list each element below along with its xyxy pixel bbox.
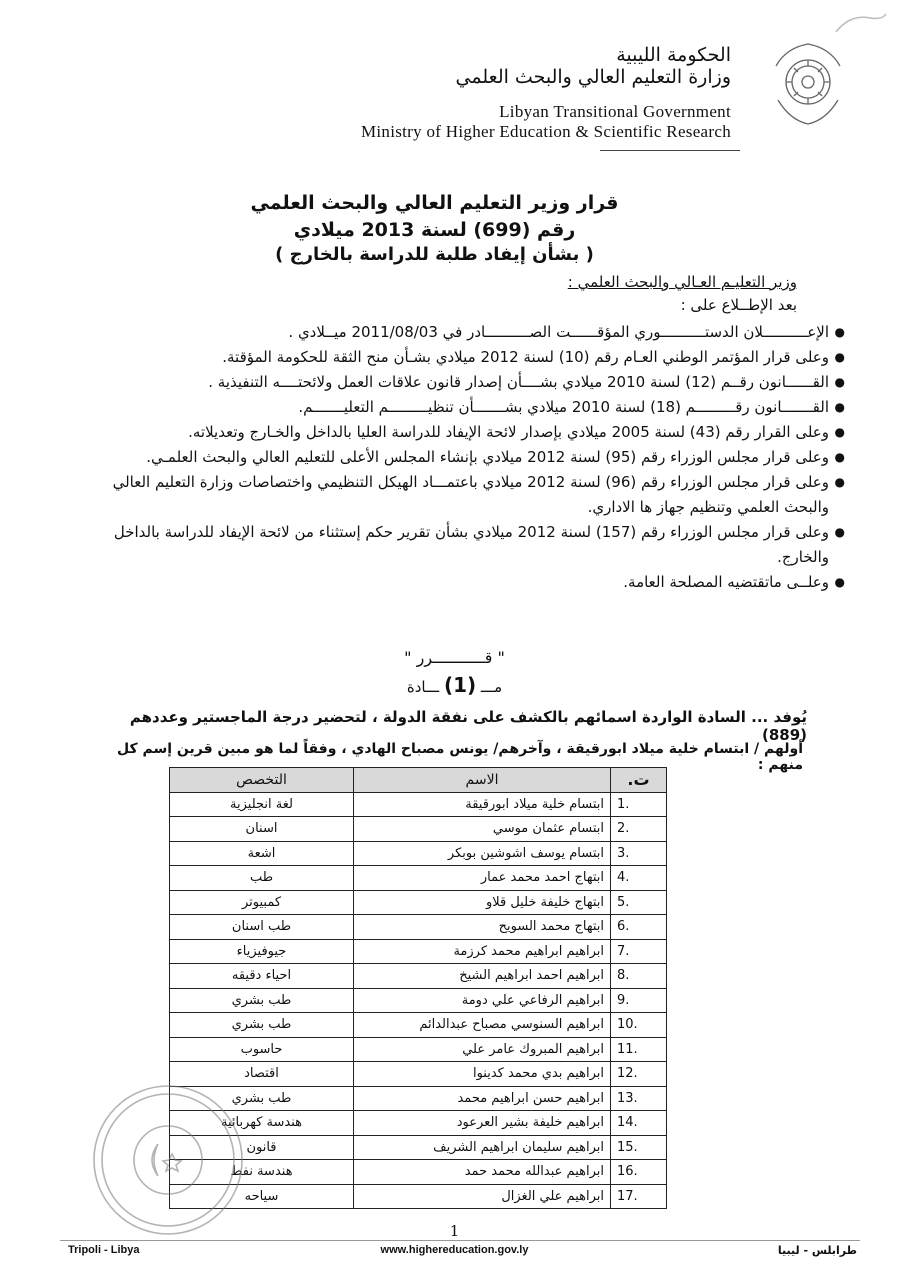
table-row: [170, 964, 667, 989]
decision-subject: ( بشأن إيفاد طلبة للدراسة بالخارج ): [275, 244, 594, 265]
preamble-item: [89, 445, 845, 470]
bullet-icon: ●: [834, 400, 845, 414]
preamble-item: [89, 470, 845, 520]
article-suffix: ـــادة: [406, 678, 440, 696]
row-name: ابراهيم خليفة بشير العرعود: [354, 1111, 611, 1136]
row-name: ابتهاج خليفة خليل قلاو: [354, 890, 611, 915]
bullet-icon: ●: [834, 375, 845, 389]
row-spec: احياء دقيقه: [170, 964, 354, 989]
row-no: 7.: [611, 939, 667, 964]
row-name: ابتسام عثمان موسي: [354, 817, 611, 842]
row-no: 2.: [611, 817, 667, 842]
row-spec: هندسة كهربائية: [170, 1111, 354, 1136]
row-name: ابراهيم احمد ابراهيم الشيخ: [354, 964, 611, 989]
row-name: ابراهيم الرفاعي علي دومة: [354, 988, 611, 1013]
table-header-row: [170, 768, 667, 793]
page-number: 1: [449, 1222, 460, 1240]
footer-website-link[interactable]: www.highereducation.gov.ly: [380, 1244, 529, 1256]
bullet-icon: ●: [834, 425, 845, 439]
table-row: [170, 817, 667, 842]
table-row: [170, 841, 667, 866]
libya-emblem-icon: [766, 36, 850, 132]
decision-number: رقم (699) لسنة 2013 ميلادي: [293, 219, 576, 241]
row-spec: كمبيوتر: [170, 890, 354, 915]
footer-divider: [60, 1240, 860, 1241]
preamble-item-text: وعلى القرار رقم (43) لسنة 2005 ميلادي بإصدار لائحة الإيفاد للدراسة العليا بالداخل والخـارج وتعديلاته.: [188, 423, 829, 441]
row-spec: سياحه: [170, 1184, 354, 1209]
row-spec: اسنان: [170, 817, 354, 842]
row-no: 14.: [611, 1111, 667, 1136]
article-paragraph-1: يُوفد ... السادة الواردة اسمائهم بالكشف على نفقة الدولة ، لتحضير درجة الماجستير وعددهم (889): [129, 708, 807, 744]
footer-location-ar: طرابلس - ليبيا: [777, 1244, 857, 1257]
row-no: 4.: [611, 866, 667, 891]
row-no: 11.: [611, 1037, 667, 1062]
header-spec: التخصص: [170, 768, 354, 793]
table-row: [170, 1013, 667, 1038]
preamble-item-text: وعلى قرار مجلس الوزراء رقم (96) لسنة 2012 ميلادي باعتمـــاد الهيكل التنظيمي واختصاصات وزارة التعليم العالي والبحث العلمي وتنظيم جهاز ها الاداري.: [112, 473, 829, 516]
row-no: 16.: [611, 1160, 667, 1185]
after-review-label: بعد الإطــلاع على :: [680, 296, 797, 314]
row-no: 9.: [611, 988, 667, 1013]
row-no: 17.: [611, 1184, 667, 1209]
preamble-item: [89, 570, 845, 595]
row-spec: طب بشري: [170, 988, 354, 1013]
footer-location-en: Tripoli - Libya: [68, 1244, 140, 1256]
preamble-item-text: وعلى قرار المؤتمر الوطني العـام رقم (10) لسنة 2012 ميلادي بشـأن منح الثقة للحكومة المؤقتة.: [222, 348, 829, 366]
table-row: [170, 866, 667, 891]
table-row: [170, 988, 667, 1013]
header-arabic-ministry: وزارة التعليم العالي والبحث العلمي: [455, 66, 731, 88]
row-name: ابراهيم عبدالله محمد حمد: [354, 1160, 611, 1185]
row-spec: حاسوب: [170, 1037, 354, 1062]
article-heading: [0, 673, 909, 697]
row-name: ابتهاج احمد محمد عمار: [354, 866, 611, 891]
header-name: الاسم: [354, 768, 611, 793]
decision-heading: " قـــــــــــرر ": [404, 648, 505, 667]
row-no: 3.: [611, 841, 667, 866]
bullet-icon: ●: [834, 525, 845, 539]
official-stamp-icon: [88, 1080, 248, 1240]
row-no: 13.: [611, 1086, 667, 1111]
row-no: 6.: [611, 915, 667, 940]
row-name: ابتسام يوسف اشوشين بوبكر: [354, 841, 611, 866]
row-spec: طب اسنان: [170, 915, 354, 940]
row-name: ابراهيم حسن ابراهيم محمد: [354, 1086, 611, 1111]
preamble-item: [89, 345, 845, 370]
header-divider: [600, 150, 740, 151]
table-row: [170, 792, 667, 817]
table-row: [170, 1037, 667, 1062]
row-spec: لغة انجليزية: [170, 792, 354, 817]
table-row: [170, 939, 667, 964]
article-number: (1): [443, 673, 477, 697]
preamble-item: [89, 395, 845, 420]
row-no: 12.: [611, 1062, 667, 1087]
row-name: ابراهيم ابراهيم محمد كرزمة: [354, 939, 611, 964]
row-name: ابتهاج محمد السويح: [354, 915, 611, 940]
article-paragraph-2: أولهم / ابتسام خلية ميلاد ابورقيقة ، وآخرهم/ يونس مصباح الهادي ، وفقاً لما هو مبين قرين إسم كل منهم :: [116, 741, 803, 773]
row-name: ابراهيم سليمان ابراهيم الشريف: [354, 1135, 611, 1160]
preamble-item: [89, 420, 845, 445]
row-no: 10.: [611, 1013, 667, 1038]
row-name: ابراهيم علي الغزال: [354, 1184, 611, 1209]
table-row: [170, 890, 667, 915]
preamble-item: [89, 370, 845, 395]
preamble-list: [89, 320, 845, 595]
row-name: ابراهيم المبروك عامر علي: [354, 1037, 611, 1062]
row-spec: اشعة: [170, 841, 354, 866]
bullet-icon: ●: [834, 575, 845, 589]
row-name: ابتسام خلية ميلاد ابورقيقة: [354, 792, 611, 817]
row-no: 15.: [611, 1135, 667, 1160]
minister-label: وزير التعليـم العـالي والبحث العلمي :: [567, 273, 797, 291]
row-spec: اقتصاد: [170, 1062, 354, 1087]
row-spec: جيوفيزياء: [170, 939, 354, 964]
row-spec: طب بشري: [170, 1086, 354, 1111]
row-spec: قانون: [170, 1135, 354, 1160]
article-prefix: مـــ: [480, 678, 503, 696]
bullet-icon: ●: [834, 350, 845, 364]
bullet-icon: ●: [834, 475, 845, 489]
bullet-icon: ●: [834, 450, 845, 464]
row-spec: هندسة نفط: [170, 1160, 354, 1185]
corner-mark-icon: [830, 10, 890, 40]
row-no: 8.: [611, 964, 667, 989]
preamble-item-text: الإعــــــــــلان الدستــــــــــوري المؤقــــــت الصــــــــــادر في 2011/08/03 ميــلادي .: [288, 323, 829, 341]
preamble-item: [89, 520, 845, 570]
preamble-item-text: القــــــانون رقــم (12) لسنة 2010 ميلادي بشــــأن إصدار قانون علاقات العمل ولائحتــــه التنفيذية .: [208, 373, 829, 391]
preamble-item-text: القـــــــانون رقـــــــــم (18) لسنة 2010 ميلادي بشـــــــأن تنظيـــــــــم التعليـــــــم.: [298, 398, 829, 416]
bullet-icon: ●: [834, 325, 845, 339]
row-no: 5.: [611, 890, 667, 915]
preamble-item-text: وعلى قرار مجلس الوزراء رقم (157) لسنة 2012 ميلادي بشأن تقرير حكم إستثناء من لائحة الإيفاد للدراسة بالداخل والخارج.: [113, 523, 829, 566]
header-english-government: Libyan Transitional Government: [499, 102, 731, 121]
table-row: [170, 915, 667, 940]
row-no: 1.: [611, 792, 667, 817]
row-name: ابراهيم بدي محمد كدينوا: [354, 1062, 611, 1087]
row-name: ابراهيم السنوسي مصباح عبدالدائم: [354, 1013, 611, 1038]
row-spec: طب بشري: [170, 1013, 354, 1038]
header-english-ministry: Ministry of Higher Education & Scientific Research: [360, 122, 731, 141]
header-arabic-government: الحكومة الليبية: [616, 44, 731, 66]
decision-title: قرار وزير التعليم العالي والبحث العلمي: [250, 192, 619, 214]
preamble-item: [89, 320, 845, 345]
preamble-item-text: وعلــى ماتقتضيه المصلحة العامة.: [623, 573, 829, 591]
header-no: ت.: [611, 768, 667, 793]
preamble-item-text: وعلى قرار مجلس الوزراء رقم (95) لسنة 2012 ميلادي بإنشاء المجلس الأعلى للتعليم العالي والبحث العلمـي.: [146, 448, 829, 466]
row-spec: طب: [170, 866, 354, 891]
